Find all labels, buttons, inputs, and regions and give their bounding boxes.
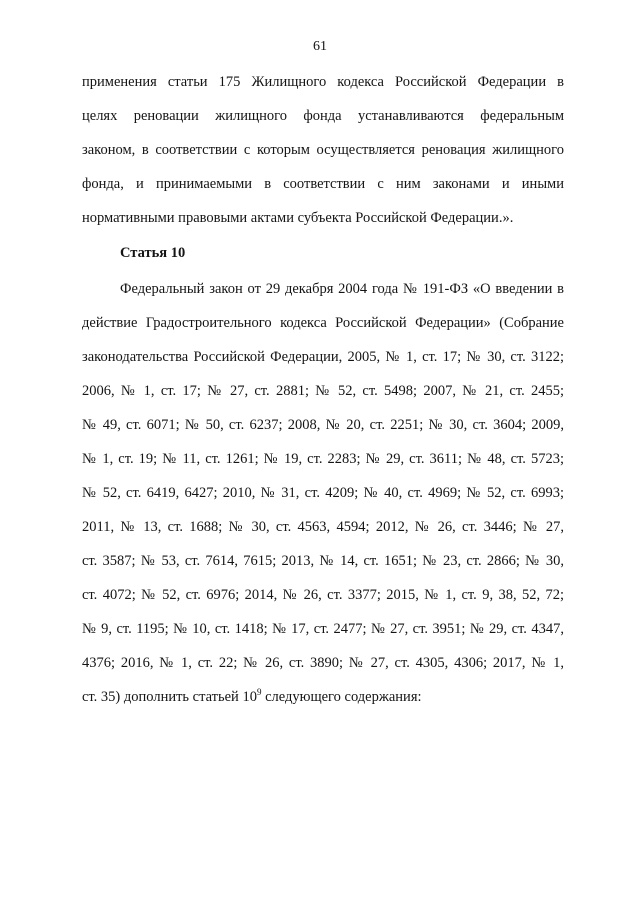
text-line: Федеральный закон от 29 декабря 2004 года № 191-ФЗ «О введении в — [120, 281, 564, 297]
text-line: № 9, ст. 1195; № 10, ст. 1418; № 17, ст. 2477; № 27, ст. 3951; № 29, ст. 4347, — [82, 621, 564, 637]
text-line: № 1, ст. 19; № 11, ст. 1261; № 19, ст. 2283; № 29, ст. 3611; № 48, ст. 5723; — [82, 451, 564, 467]
article-heading: Статья 10 — [120, 245, 186, 261]
text-line: применения статьи 175 Жилищного кодекса Российской Федерации в — [82, 74, 564, 90]
text-line: ст. 4072; № 52, ст. 6976; 2014, № 26, ст. 3377; 2015, № 1, ст. 9, 38, 52, 72; — [82, 587, 564, 603]
text-line-final — [82, 687, 564, 707]
final-line-tail: следующего содержания: — [261, 689, 422, 705]
superscript-number: 9 — [256, 687, 262, 697]
text-line: 2006, № 1, ст. 17; № 27, ст. 2881; № 52, ст. 5498; 2007, № 21, ст. 2455; — [82, 383, 564, 399]
final-line-text: ст. 35) дополнить статьей 10 — [82, 689, 257, 705]
text-line: 4376; 2016, № 1, ст. 22; № 26, ст. 3890; № 27, ст. 4305, 4306; 2017, № 1, — [82, 655, 564, 671]
text-line: действие Градостроительного кодекса Российской Федерации» (Собрание — [82, 315, 564, 331]
text-line: целях реновации жилищного фонда устанавливаются федеральным — [82, 108, 564, 124]
text-line: № 52, ст. 6419, 6427; 2010, № 31, ст. 4209; № 40, ст. 4969; № 52, ст. 6993; — [82, 485, 564, 501]
text-line: № 49, ст. 6071; № 50, ст. 6237; 2008, № 20, ст. 2251; № 30, ст. 3604; 2009, — [82, 417, 564, 433]
text-line: фонда, и принимаемыми в соответствии с ним законами и иными — [82, 176, 564, 192]
text-line: ст. 3587; № 53, ст. 7614, 7615; 2013, № 14, ст. 1651; № 23, ст. 2866; № 30, — [82, 553, 564, 569]
text-line: 2011, № 13, ст. 1688; № 30, ст. 4563, 4594; 2012, № 26, ст. 3446; № 27, — [82, 519, 564, 535]
text-line: законом, в соответствии с которым осуществляется реновация жилищного — [82, 142, 564, 158]
text-line: нормативными правовыми актами субъекта Российской Федерации.». — [82, 210, 514, 226]
text-line: законодательства Российской Федерации, 2005, № 1, ст. 17; № 30, ст. 3122; — [82, 349, 564, 365]
page-number: 61 — [313, 39, 327, 54]
